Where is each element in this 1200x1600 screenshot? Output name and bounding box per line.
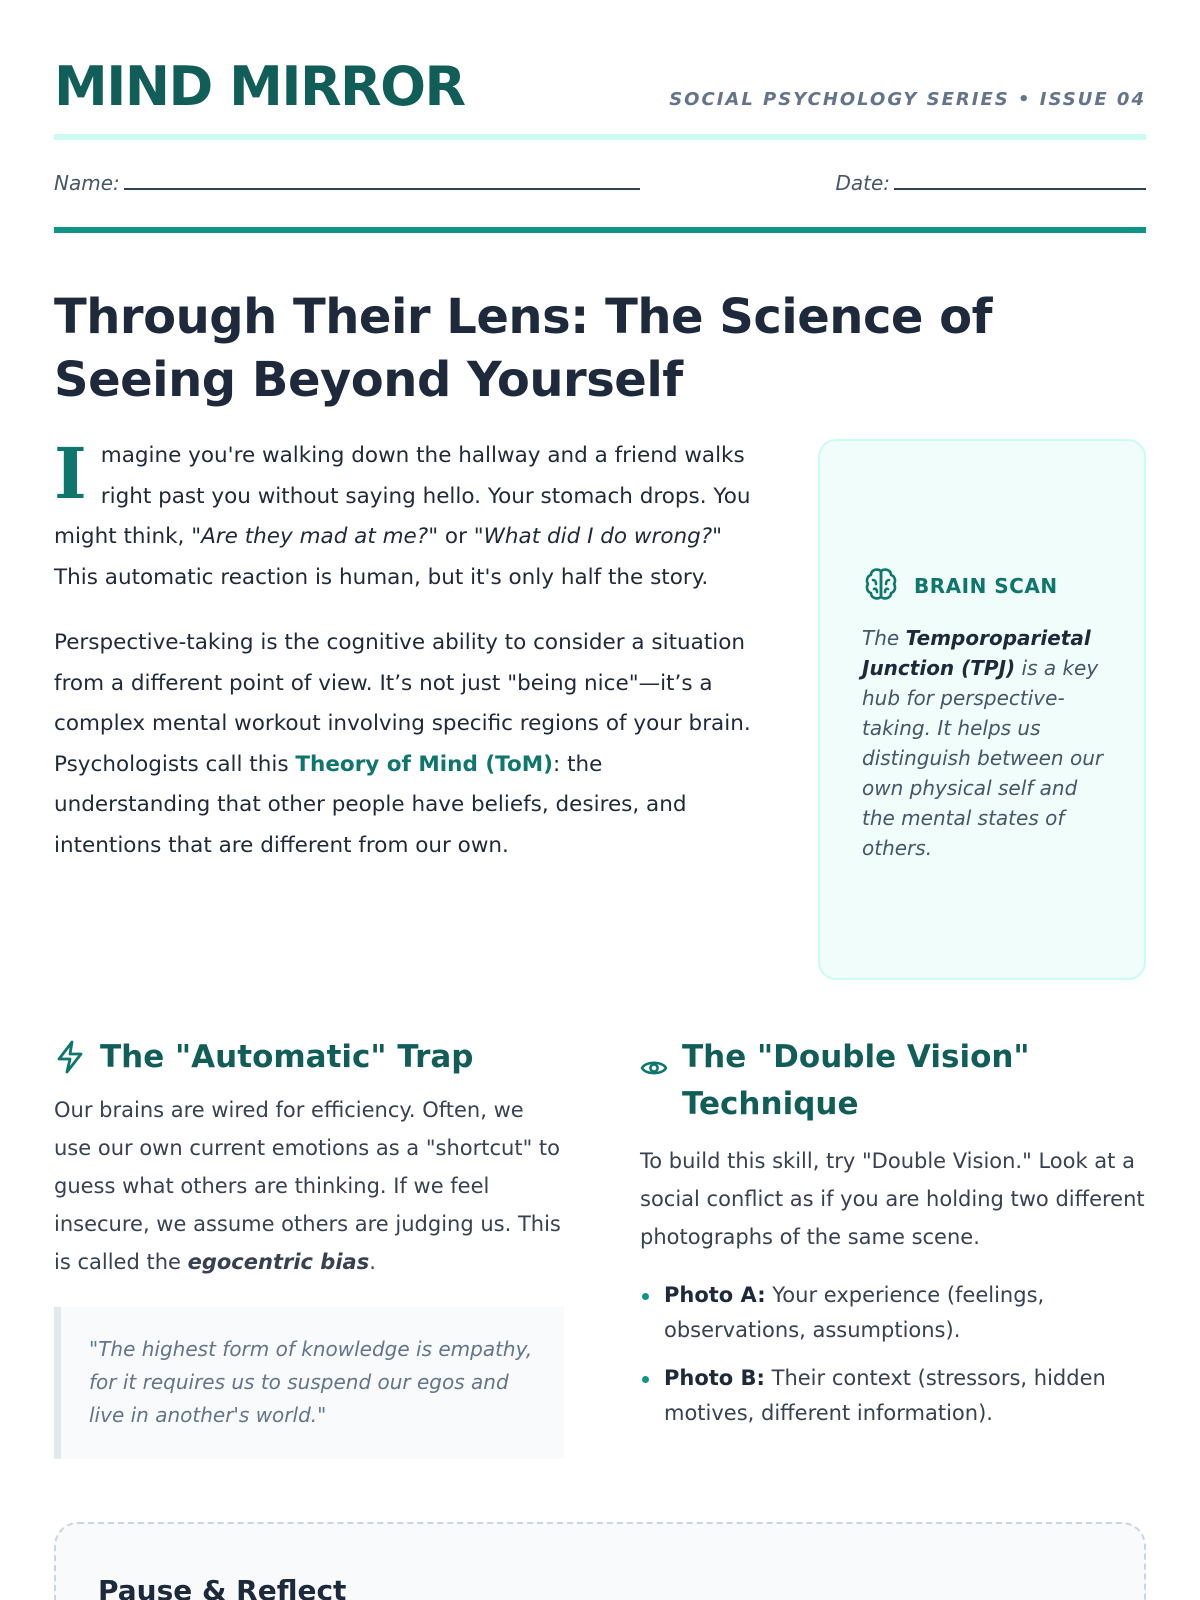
date-label: Date:	[835, 171, 890, 195]
automatic-trap-title: The "Automatic" Trap	[100, 1039, 474, 1075]
pause-reflect-box	[54, 1522, 1146, 1600]
quote-wrong: "What did I do wrong?"	[473, 524, 723, 549]
brain-icon	[862, 565, 900, 607]
header-divider-dark	[54, 227, 1146, 233]
double-vision-body: To build this skill, try "Double Vision." Look at a social conflict as if you are holding two different photographs of the same scene.	[640, 1149, 1145, 1249]
name-label: Name:	[54, 171, 120, 195]
tpj-term: Temporoparietal Junction (TPJ)	[862, 626, 1091, 680]
article-title: Through Their Lens: The Science of Seeing Beyond Yourself	[54, 289, 993, 408]
automatic-trap-section	[54, 1034, 564, 1459]
brain-scan-header	[862, 565, 1058, 607]
pause-reflect-title: Pause & Reflect	[98, 1574, 347, 1600]
intro-paragraph-1: Imagine you're walking down the hallway and a friend walks right past you without saying hello. Your stomach drops. You might think, "Are they mad at me?" or "What did I do wrong?" This automatic reaction is human, but it's only half the story.	[54, 432, 751, 590]
header-divider-light	[54, 134, 1146, 140]
photo-list	[640, 1278, 1146, 1431]
empathy-quote: "The highest form of knowledge is empathy, for it requires us to suspend our egos and live in another's world."	[54, 1307, 564, 1459]
eye-icon	[640, 1058, 668, 1082]
double-vision-title: The "Double Vision" Technique	[682, 1039, 1030, 1122]
date-field[interactable]	[835, 169, 1146, 195]
lightning-icon	[54, 1039, 86, 1079]
list-item: Photo A: Your experience (feelings, observations, assumptions).	[640, 1278, 1146, 1348]
egocentric-bias-term: egocentric bias	[187, 1250, 370, 1274]
double-vision-header	[640, 1034, 1146, 1128]
brain-scan-callout	[818, 439, 1146, 980]
worksheet-page	[54, 0, 1146, 1600]
automatic-trap-header	[54, 1034, 564, 1081]
theory-of-mind-term: Theory of Mind (ToM)	[295, 751, 553, 777]
name-blank-line[interactable]	[124, 169, 640, 190]
quote-mad: "Are they mad at me?"	[191, 524, 439, 549]
double-vision-section	[640, 1034, 1146, 1444]
brain-scan-title: BRAIN SCAN	[914, 574, 1058, 598]
series-label: SOCIAL PSYCHOLOGY SERIES • ISSUE 04	[669, 89, 1146, 110]
drop-cap: I	[54, 432, 87, 515]
brain-scan-text: The Temporoparietal Junction (TPJ) is a key hub for perspective-taking. It helps us distinguish between our own physical self and the mental states of others.	[862, 626, 1104, 860]
intro-text	[54, 432, 754, 891]
intro-paragraph-2: Perspective-taking is the cognitive ability to consider a situation from a different point of view. It’s not just "being nice"—it’s a complex mental workout involving specific regions of your brain. Psychologists call this Theory of Mind (ToM): the understanding that other people have beliefs, desires, and intentions that are different from our own.	[54, 630, 751, 858]
list-item: Photo B: Their context (stressors, hidden motives, different information).	[640, 1361, 1146, 1431]
name-field[interactable]	[54, 169, 640, 195]
automatic-trap-body: Our brains are wired for efficiency. Often, we use our own current emotions as a "shortcut" to guess what others are thinking. If we feel insecure, we assume others are judging us. This is called the egocentric bias.	[54, 1098, 561, 1274]
brand-title: MIND MIRROR	[54, 55, 465, 118]
date-blank-line[interactable]	[894, 169, 1146, 190]
